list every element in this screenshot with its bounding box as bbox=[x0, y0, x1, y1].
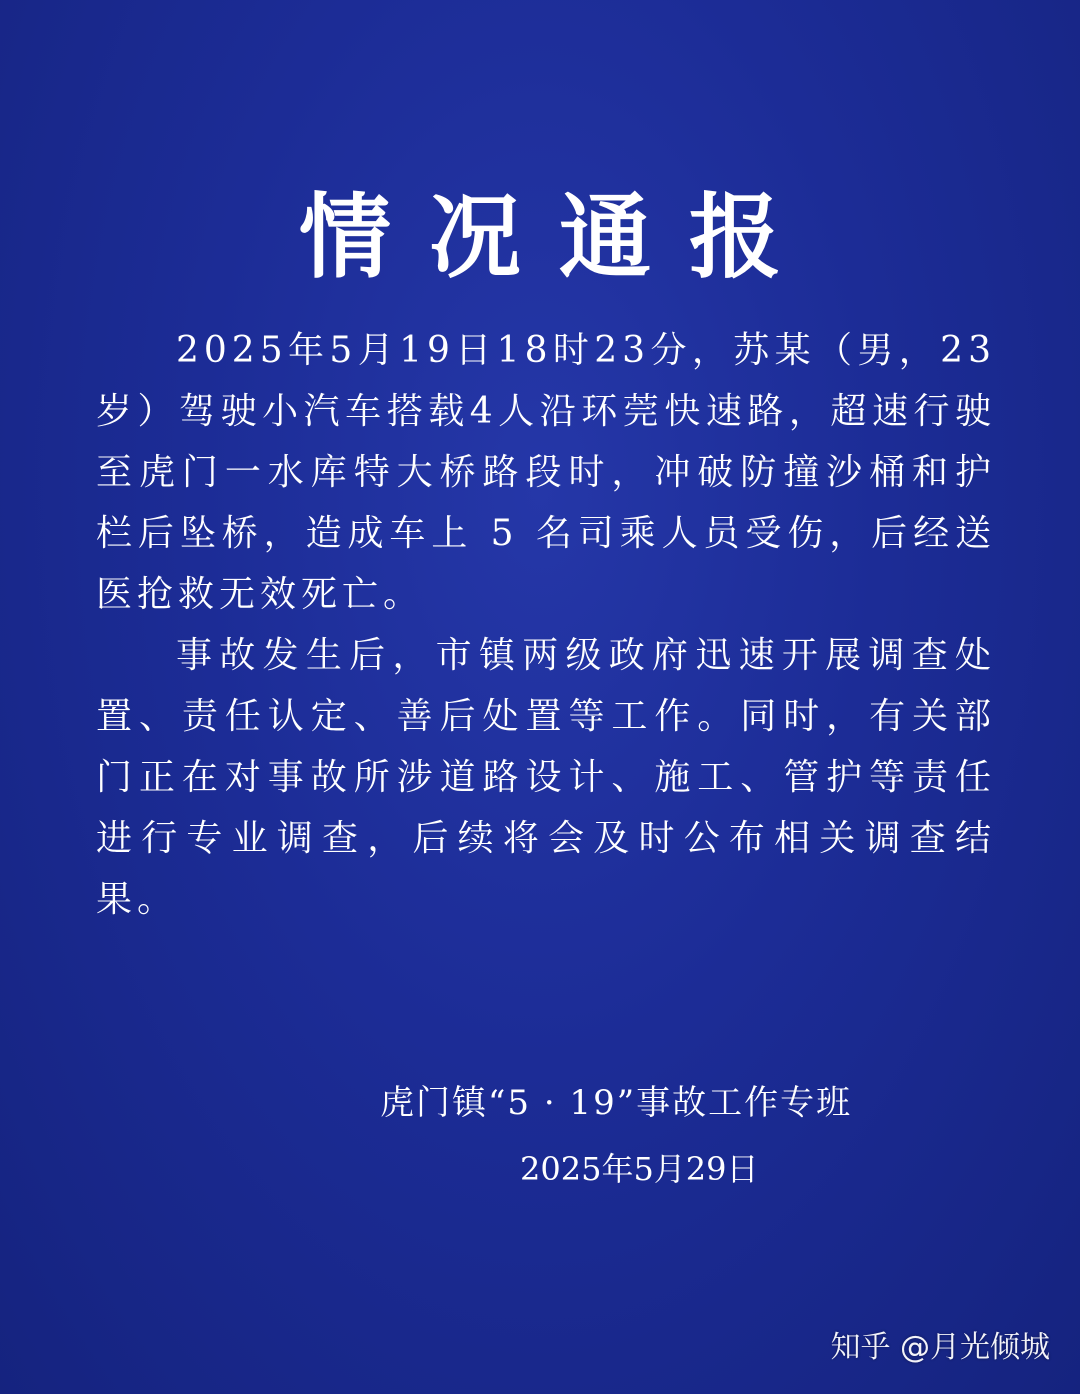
issuer-signature: 虎门镇“5 · 19”事故工作专班 bbox=[380, 1083, 853, 1123]
notice-body bbox=[96, 320, 996, 930]
notice-paragraph-1: 2025年5月19日18时23分，苏某（男，23岁）驾驶小汽车搭载4人沿环莞快速路，超速行驶至虎门一水库特大桥路段时，冲破防撞沙桶和护栏后坠桥，造成车上 5 名司乘人员受伤，后经送医抢救无效死亡。 bbox=[96, 330, 996, 615]
notice-paragraph-2: 事故发生后，市镇两级政府迅速开展调查处置、责任认定、善后处置等工作。同时，有关部门正在对事故所涉道路设计、施工、管护等责任进行专业调查，后续将会及时公布相关调查结果。 bbox=[96, 635, 996, 920]
issue-date: 2025年5月29日 bbox=[520, 1150, 759, 1188]
notice-title: 情况通报 bbox=[298, 184, 819, 291]
zhihu-watermark: 知乎 @月光倾城 bbox=[830, 1330, 1050, 1365]
